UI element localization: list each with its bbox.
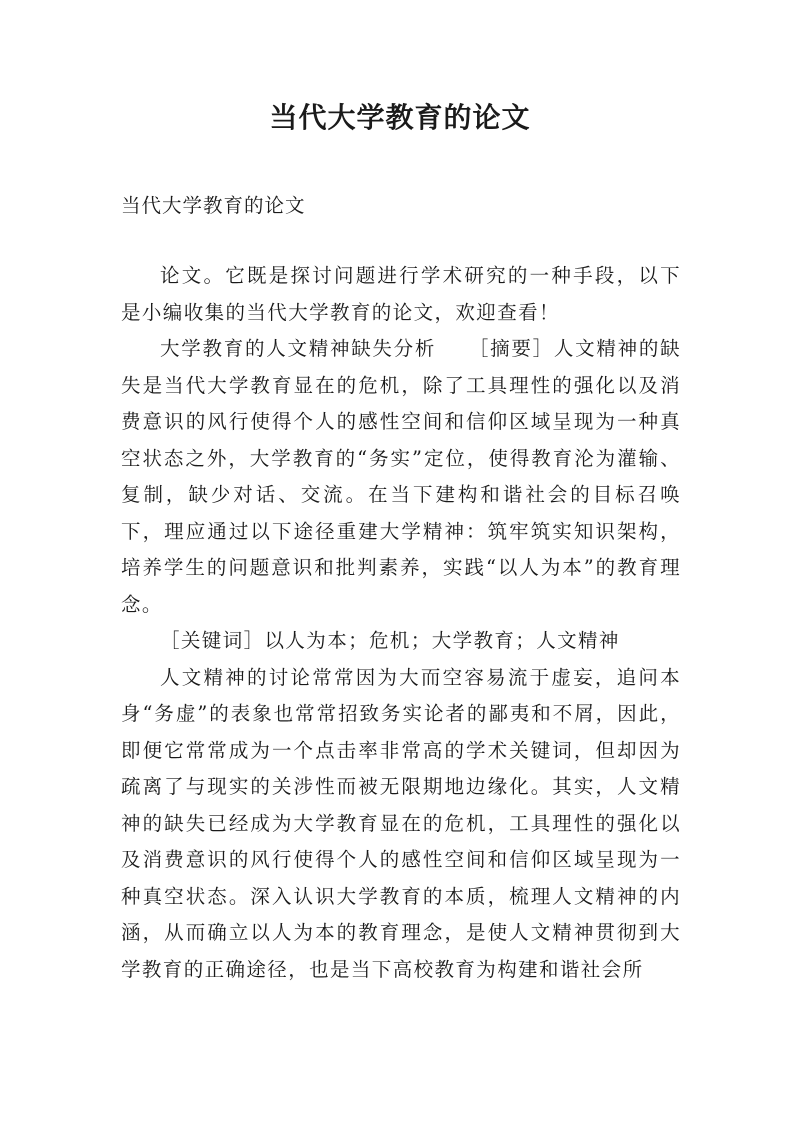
paragraph-intro: 论文。它既是探讨问题进行学术研究的一种手段，以下是小编收集的当代大学教育的论文，欢迎查看！ [121,264,681,324]
paragraph-main: 人文精神的讨论常常因为大而空容易流于虚妄，追问本身“务虚”的表象也常常招致务实论者的鄙夷和不屑，因此，即便它常常成为一个点击率非常高的学术关键词，但却因为疏离了与现实的关涉性而被无限期地边缘化。其实，人文精神的缺失已经成为大学教育显在的危机，工具理性的强化以及消费意识的风行使得个人的感性空间和信仰区域呈现为一种真空状态。深入认识大学教育的本质，梳理人文精神的内涵，从而确立以人为本的教育理念，是使人文精神贯彻到大学教育的正确途径，也是当下高校教育为构建和谐社会所 [121,665,681,981]
document-subtitle: 当代大学教育的论文 [121,194,306,217]
paragraph-keywords: ［关键词］以人为本；危机；大学教育；人文精神 [160,629,620,652]
paragraph-abstract: 大学教育的人文精神缺失分析 ［摘要］人文精神的缺失是当代大学教育显在的危机，除了工具理性的强化以及消费意识的风行使得个人的感性空间和信仰区域呈现为一种真空状态之外，大学教育的“务实”定位，使得教育沦为灌输、复制，缺少对话、交流。在当下建构和谐社会的目标召唤下，理应通过以下途径重建大学精神：筑牢筑实知识架构，培养学生的问题意识和批判素养，实践“以人为本”的教育理念。 [121,337,681,616]
document-title: 当代大学教育的论文 [269,101,531,134]
document-body [121,258,681,988]
